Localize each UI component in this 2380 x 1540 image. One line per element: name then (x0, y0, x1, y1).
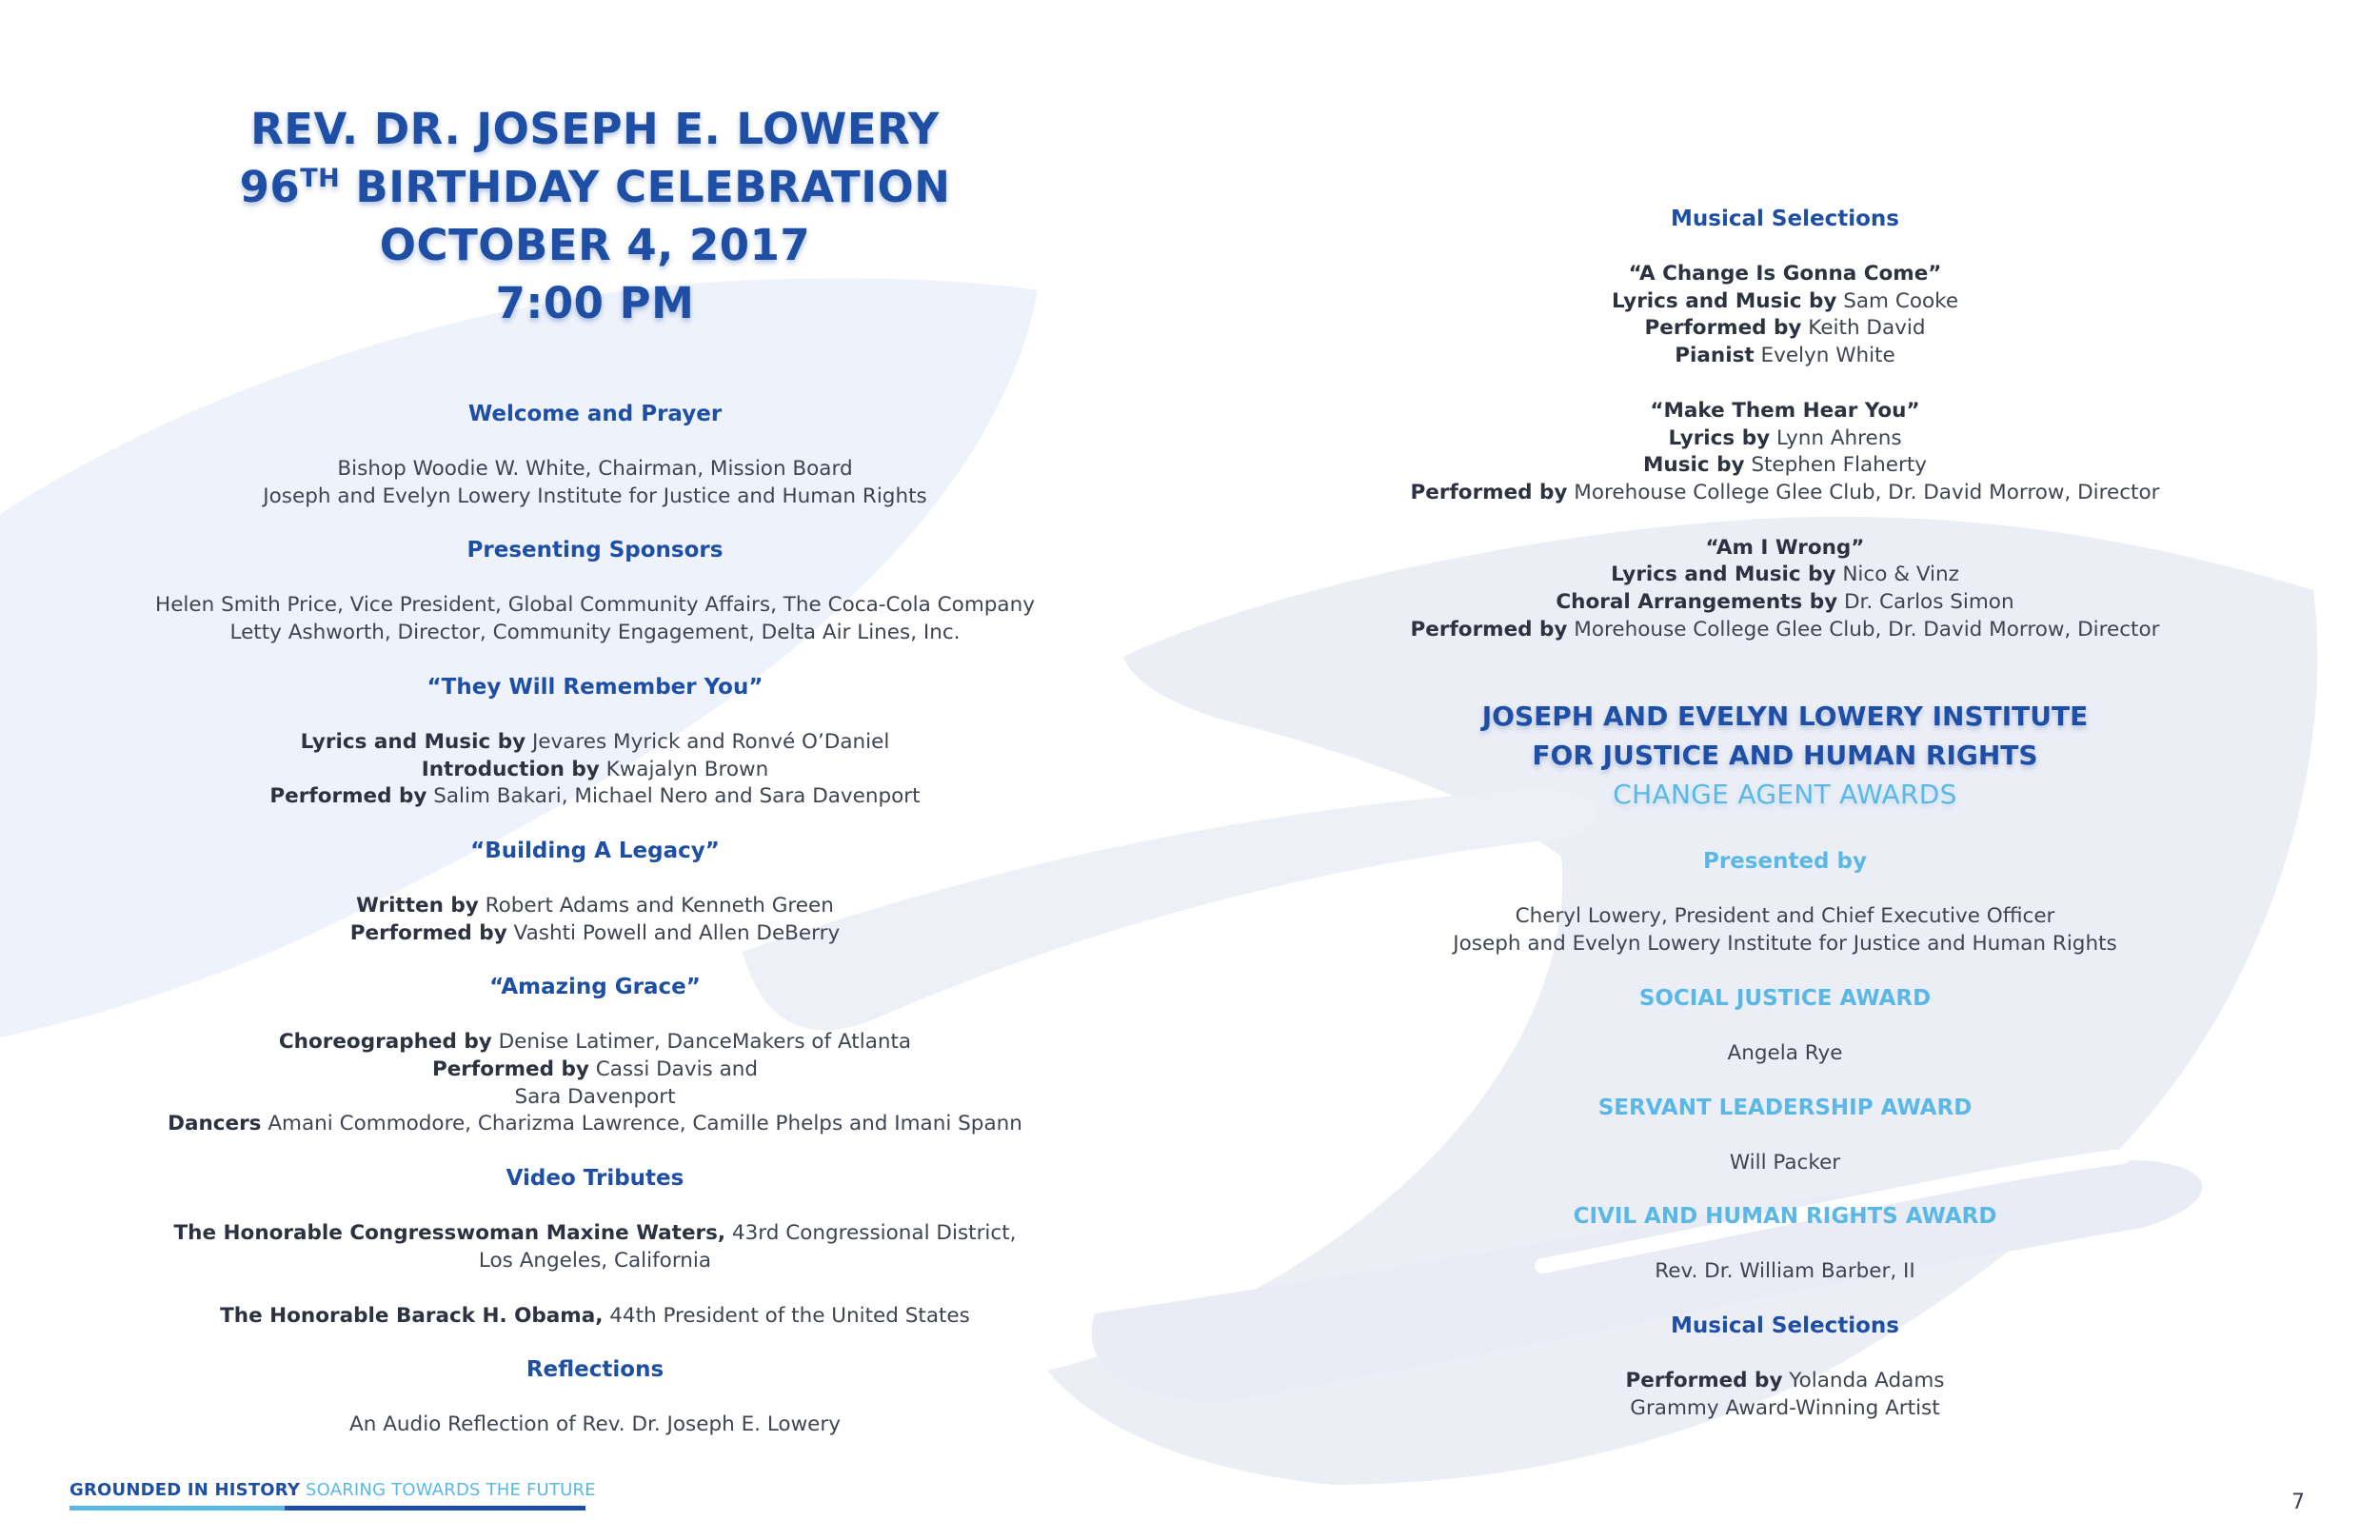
program-line: Joseph and Evelyn Lowery Institute for Justice and Human Rights (1453, 932, 2117, 957)
program-line (1338, 562, 2232, 589)
institute-title-line-1: JOSEPH AND EVELYN LOWERY INSTITUTE (1481, 701, 2089, 733)
credit-label: Performed by (1410, 617, 1568, 642)
title-date: OCTOBER 4, 2017 (379, 220, 811, 270)
program-line (1338, 343, 2232, 370)
program-line (1338, 589, 2232, 617)
program-line (76, 1111, 1114, 1138)
section-heading: Musical Selections (1671, 207, 1899, 231)
credit-label: Written by (356, 893, 479, 918)
section-presented-by (1338, 848, 2232, 958)
credit-label: The Honorable Congresswoman Maxine Waters, (173, 1221, 726, 1246)
section-heading: “They Will Remember You” (426, 674, 764, 700)
credit-label: Choral Arrangements by (1556, 590, 1838, 615)
page-number: 7 (2291, 1491, 2305, 1514)
program-line: Bishop Woodie W. White, Chairman, Mission Board (337, 457, 853, 481)
title-line-2 (76, 158, 1114, 216)
award-recipient: Will Packer (1729, 1150, 1841, 1175)
program-line: Helen Smith Price, Vice President, Global Community Affairs, The Coca-Cola Company (155, 593, 1035, 618)
song-title (1338, 535, 2232, 563)
program-line (76, 729, 1114, 757)
credit-value: Evelyn White (1754, 344, 1895, 368)
program-right-column (1338, 206, 2232, 1422)
tagline-part-2: SOARING TOWARDS THE FUTURE (300, 1480, 596, 1500)
credit-value: Kwajalyn Brown (599, 757, 769, 781)
song-am-i-wrong (1338, 535, 2232, 644)
credit-label: Performed by (1644, 316, 1802, 341)
credit-value: Denise Latimer, DanceMakers of Atlanta (491, 1030, 912, 1055)
title-line-2-text: BIRTHDAY CELEBRATION (340, 162, 951, 212)
credit-value: Vashti Powell and Allen DeBerry (506, 920, 841, 945)
program-line (76, 1029, 1114, 1056)
section-heading: Reflections (526, 1357, 664, 1383)
title-ordinal-suffix: TH (300, 164, 341, 193)
section-heading: Video Tributes (506, 1166, 684, 1192)
song-make-them-hear-you (1338, 398, 2232, 507)
tagline-part-1: GROUNDED IN HISTORY (69, 1480, 301, 1500)
award-heading: SERVANT LEADERSHIP AWARD (1597, 1095, 1973, 1120)
credit-label: Lyrics and Music by (1611, 288, 1837, 313)
section-servant-leadership-award (1338, 1095, 2232, 1177)
program-line: Sara Davenport (514, 1084, 676, 1109)
tagline-text (69, 1480, 596, 1500)
program-line (1338, 315, 2232, 343)
program-line (76, 783, 1114, 811)
credit-label: Performed by (431, 1057, 589, 1082)
program-left-column (76, 100, 1114, 1439)
section-remember (76, 674, 1114, 811)
credit-label: Lyrics and Music by (1611, 563, 1836, 587)
credit-label: Introduction by (421, 757, 600, 781)
section-reflections (76, 1356, 1114, 1439)
credit-value: 43rd Congressional District, (725, 1221, 1017, 1246)
song-change-is-gonna-come (1338, 261, 2232, 370)
section-heading: Presenting Sponsors (466, 538, 724, 563)
title-line-1: REV. DR. JOSEPH E. LOWERY (250, 104, 940, 154)
section-musical-selections (1338, 206, 2232, 643)
title-time: 7:00 PM (495, 278, 695, 328)
credit-label: Performed by (269, 784, 427, 809)
credit-label: The Honorable Barack H. Obama, (220, 1303, 604, 1328)
credit-label: Performed by (1625, 1368, 1783, 1392)
song-title (1338, 261, 2232, 288)
credit-value: 44th President of the United States (603, 1303, 970, 1328)
credit-value: Robert Adams and Kenneth Green (478, 893, 834, 918)
credit-label: Pianist (1675, 344, 1755, 368)
section-welcome (76, 401, 1114, 510)
program-line (1338, 452, 2232, 480)
credit-label: Lyrics and Music by (300, 729, 526, 754)
underline-light-segment (69, 1506, 285, 1510)
section-heading: Welcome and Prayer (467, 402, 723, 426)
section-legacy (76, 838, 1114, 947)
awards-subtitle: CHANGE AGENT AWARDS (1613, 779, 1957, 811)
program-line (76, 1220, 1114, 1248)
tagline-underline (69, 1506, 585, 1510)
event-title (76, 100, 1114, 332)
program-line (76, 920, 1114, 948)
credit-value: Dr. Carlos Simon (1837, 590, 2014, 615)
credit-value: Cassi Davis and (588, 1057, 759, 1082)
credit-value: Jevares Myrick and Ronvé O’Daniel (526, 729, 890, 754)
program-line (76, 1303, 1114, 1331)
section-heading: “Building A Legacy” (470, 838, 720, 863)
credit-value: Yolanda Adams (1782, 1368, 1945, 1392)
program-line: Los Angeles, California (478, 1248, 712, 1273)
credit-label: Music by (1643, 453, 1745, 478)
credit-value: Sam Cooke (1836, 288, 1959, 313)
footer-tagline (69, 1480, 596, 1510)
song-title-text: “A Change Is Gonna Come” (1628, 262, 1942, 286)
award-recipient: Angela Rye (1727, 1040, 1843, 1065)
section-video-tributes (76, 1165, 1114, 1330)
credit-value: Amani Commodore, Charizma Lawrence, Camille Phelps and Imani Spann (261, 1112, 1022, 1136)
credit-value: Nico & Vinz (1835, 563, 1959, 587)
program-line: Cheryl Lowery, President and Chief Executive Officer (1515, 904, 2055, 929)
song-title-text: “Make Them Hear You” (1650, 398, 1920, 423)
section-sponsors (76, 537, 1114, 646)
program-line: Letty Ashworth, Director, Community Engagement, Delta Air Lines, Inc. (229, 621, 961, 645)
program-line: Joseph and Evelyn Lowery Institute for Justice and Human Rights (263, 484, 927, 508)
award-heading: CIVIL AND HUMAN RIGHTS AWARD (1573, 1204, 1997, 1230)
credit-value: Morehouse College Glee Club, Dr. David Morrow, Director (1567, 617, 2160, 642)
section-heading: Presented by (1703, 849, 1867, 875)
title-ordinal-number: 96 (239, 162, 301, 212)
program-line (76, 1056, 1114, 1084)
section-civil-human-rights-award (1338, 1203, 2232, 1286)
credit-value: Stephen Flaherty (1744, 453, 1927, 478)
credit-label: Performed by (1410, 480, 1568, 504)
section-musical-selections-closing (1338, 1313, 2232, 1422)
underline-dark-segment (285, 1506, 585, 1510)
program-line: An Audio Reflection of Rev. Dr. Joseph E. Lowery (349, 1412, 841, 1437)
credit-label: Dancers (168, 1112, 262, 1136)
program-line (1338, 617, 2232, 644)
section-heading: Musical Selections (1671, 1313, 1899, 1338)
credit-label: Lyrics by (1668, 425, 1771, 450)
song-title (1338, 398, 2232, 425)
program-line (76, 893, 1114, 920)
award-heading: SOCIAL JUSTICE AWARD (1638, 985, 1932, 1011)
credit-label: Performed by (349, 920, 507, 945)
credit-value: Salim Bakari, Michael Nero and Sara Davenport (426, 784, 921, 809)
program-line (76, 757, 1114, 784)
credit-value: Lynn Ahrens (1770, 425, 1902, 450)
institute-title-line-2: FOR JUSTICE AND HUMAN RIGHTS (1532, 740, 2038, 772)
credit-value: Morehouse College Glee Club, Dr. David Morrow, Director (1567, 480, 2160, 504)
credit-value: Keith David (1801, 316, 1926, 341)
program-line (1338, 480, 2232, 507)
program-line (1338, 1368, 2232, 1395)
program-line (1338, 425, 2232, 453)
song-title-text: “Am I Wrong” (1705, 535, 1865, 560)
program-line: Grammy Award-Winning Artist (1630, 1395, 1940, 1420)
program-line (1338, 288, 2232, 316)
award-recipient: Rev. Dr. William Barber, II (1655, 1259, 1915, 1284)
section-heading: “Amazing Grace” (489, 975, 701, 1000)
section-social-justice-award (1338, 985, 2232, 1068)
section-grace (76, 974, 1114, 1138)
institute-awards-title (1338, 697, 2232, 814)
credit-label: Choreographed by (278, 1030, 492, 1055)
